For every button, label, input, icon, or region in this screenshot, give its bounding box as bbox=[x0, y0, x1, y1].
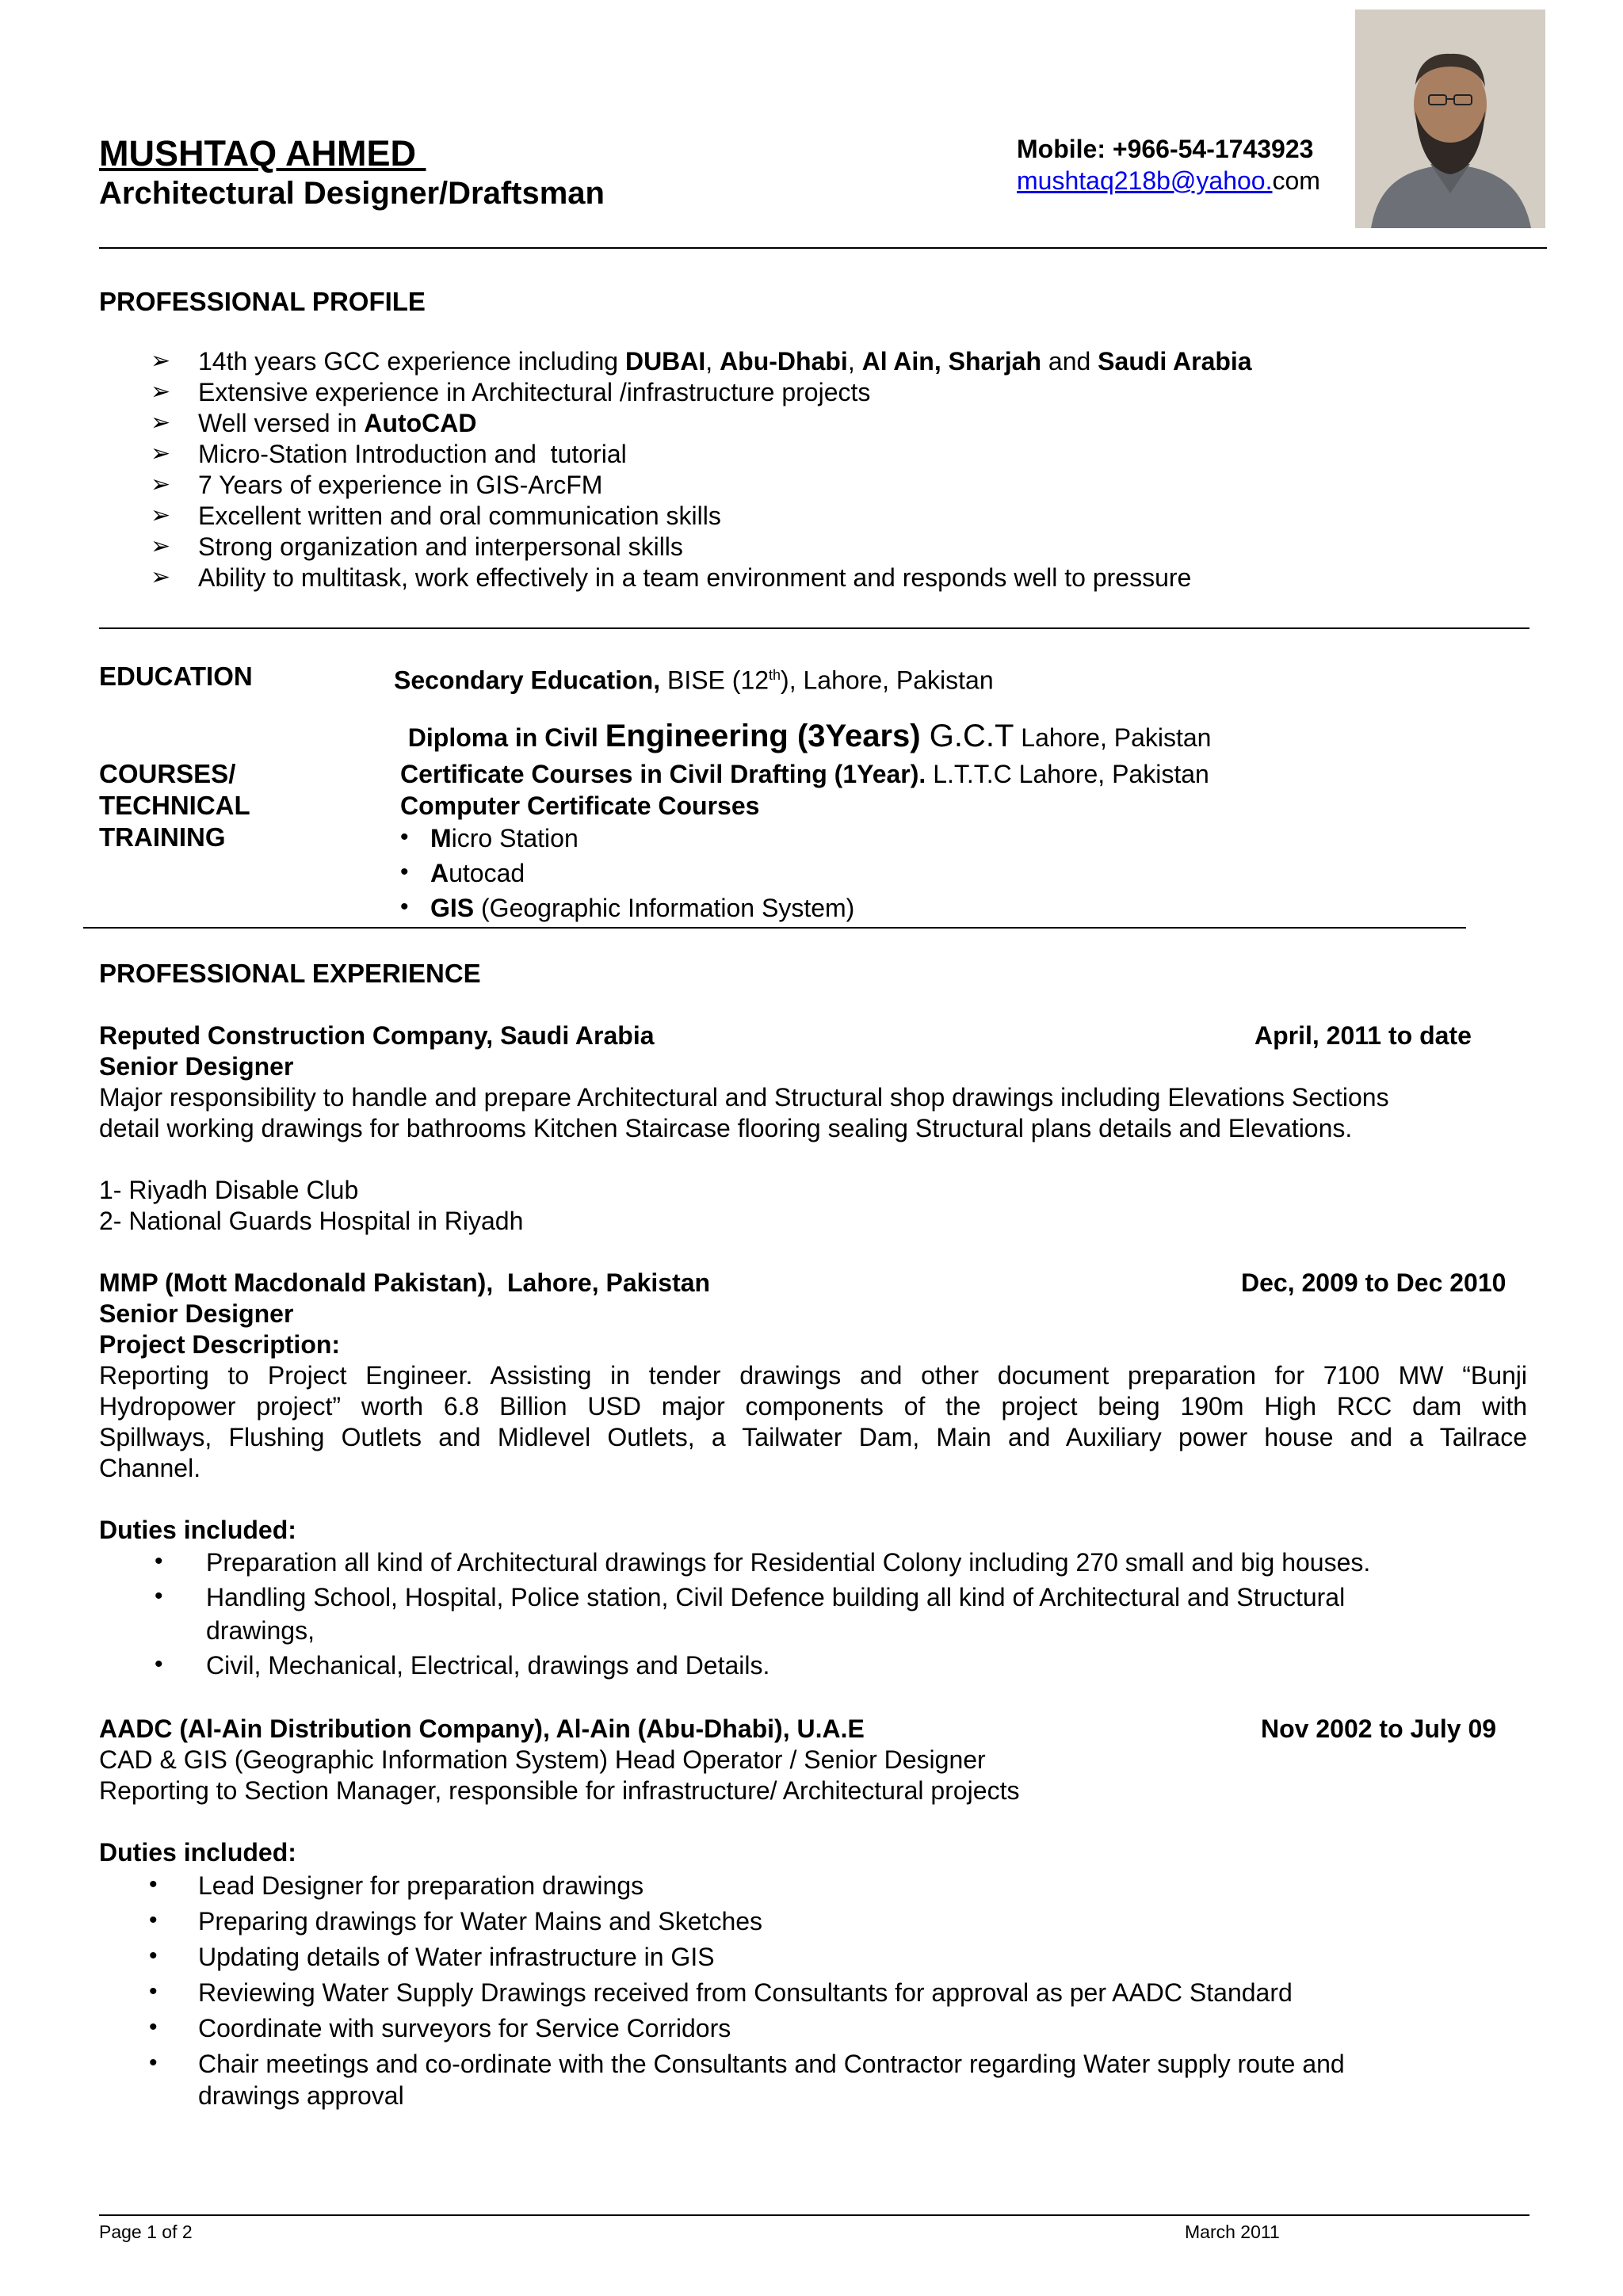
bullet-icon: • bbox=[149, 2050, 158, 2076]
courses-label-line1: COURSES/ bbox=[99, 759, 236, 788]
job2-date: Dec, 2009 to Dec 2010 bbox=[1241, 1268, 1507, 1297]
course-item: • GIS (Geographic Information System) bbox=[400, 894, 855, 922]
job3-date: Nov 2002 to July 09 bbox=[1261, 1714, 1497, 1743]
education-label: EDUCATION bbox=[99, 662, 253, 691]
profile-heading: PROFESSIONAL PROFILE bbox=[99, 287, 426, 316]
arrow-bullet-icon: ➢ bbox=[151, 502, 171, 528]
bullet-icon: • bbox=[155, 1651, 163, 1677]
course-item: • Autocad bbox=[400, 859, 525, 887]
candidate-title: Architectural Designer/Draftsman bbox=[99, 176, 605, 211]
job2-duty: • Preparation all kind of Architectural drawings for Residential Colony including 270 small and big houses. bbox=[155, 1548, 1371, 1577]
profile-divider bbox=[99, 627, 1529, 629]
bullet-icon: • bbox=[400, 824, 409, 850]
job3-duty: • Updating details of Water infrastructure in GIS bbox=[149, 1943, 715, 1971]
footer-divider bbox=[99, 2214, 1529, 2216]
job3-duty: • Coordinate with surveyors for Service Corridors bbox=[149, 2014, 731, 2042]
email-domain-suffix: com bbox=[1272, 166, 1320, 195]
experience-heading: PROFESSIONAL EXPERIENCE bbox=[99, 959, 481, 988]
job3-duty: • Reviewing Water Supply Drawings received from Consultants for approval as per AADC Standard bbox=[149, 1978, 1293, 2007]
job3-role: CAD & GIS (Geographic Information System) Head Operator / Senior Designer bbox=[99, 1745, 986, 1774]
job2-project-label: Project Description: bbox=[99, 1330, 341, 1359]
job2-description-line: Reporting to Project Engineer. Assisting in tender drawings and other document preparation for 7100 MW “Bunji bbox=[99, 1361, 1527, 1390]
job1-description-line: Major responsibility to handle and prepare Architectural and Structural shop drawings including Elevations Sections bbox=[99, 1083, 1389, 1112]
arrow-bullet-icon: ➢ bbox=[151, 348, 171, 374]
bullet-icon: • bbox=[400, 859, 409, 885]
job3-duty: • Preparing drawings for Water Mains and Sketches bbox=[149, 1907, 763, 1936]
bullet-icon: • bbox=[155, 1548, 163, 1574]
candidate-name: MUSHTAQ AHMED bbox=[99, 133, 426, 174]
profile-photo-image bbox=[1355, 10, 1545, 228]
job2-duty: • Civil, Mechanical, Electrical, drawings and Details. bbox=[155, 1651, 770, 1680]
job2-duties-label: Duties included: bbox=[99, 1516, 296, 1544]
arrow-bullet-icon: ➢ bbox=[151, 441, 171, 467]
arrow-bullet-icon: ➢ bbox=[151, 564, 171, 590]
courses-label-line2: TECHNICAL bbox=[99, 791, 250, 820]
courses-divider bbox=[83, 927, 1466, 929]
bullet-icon: • bbox=[149, 2014, 158, 2040]
job2-description-line: Hydropower project” worth 6.8 Billion USD major components of the project being 190m High RCC dam with bbox=[99, 1392, 1527, 1421]
job1-company: Reputed Construction Company, Saudi Arabia bbox=[99, 1021, 655, 1050]
job3-company: AADC (Al-Ain Distribution Company), Al-Ain (Abu-Dhabi), U.A.E bbox=[99, 1714, 865, 1743]
profile-item: ➢ 14th years GCC experience including DUBAI, Abu-Dhabi, Al Ain, Sharjah and Saudi Arabia bbox=[151, 347, 1252, 376]
bullet-icon: • bbox=[155, 1583, 163, 1609]
job3-duty: • Chair meetings and co-ordinate with the Consultants and Contractor regarding Water supply route and bbox=[149, 2050, 1345, 2078]
job1-project: 1- Riyadh Disable Club bbox=[99, 1176, 359, 1204]
education-secondary: Secondary Education, BISE (12th), Lahore, Pakistan bbox=[394, 666, 994, 695]
bullet-icon: • bbox=[149, 1943, 158, 1969]
arrow-bullet-icon: ➢ bbox=[151, 533, 171, 559]
courses-drafting: Certificate Courses in Civil Drafting (1Year). L.T.T.C Lahore, Pakistan bbox=[400, 760, 1209, 788]
bullet-icon: • bbox=[400, 894, 409, 920]
profile-item: ➢ 7 Years of experience in GIS-ArcFM bbox=[151, 471, 603, 499]
courses-computer: Computer Certificate Courses bbox=[400, 791, 760, 820]
mobile-number: Mobile: +966-54-1743923 bbox=[1017, 135, 1314, 163]
profile-photo bbox=[1355, 10, 1545, 228]
job2-duty: • Handling School, Hospital, Police station, Civil Defence building all kind of Architectural and Structural bbox=[155, 1583, 1346, 1611]
email-address bbox=[1017, 166, 1320, 196]
profile-item: ➢ Strong organization and interpersonal skills bbox=[151, 532, 683, 561]
job2-duty-continuation: drawings, bbox=[206, 1616, 315, 1645]
profile-item: ➢ Extensive experience in Architectural /infrastructure projects bbox=[151, 378, 871, 406]
email-link[interactable]: mushtaq218b@yahoo. bbox=[1017, 166, 1273, 195]
header-divider bbox=[99, 247, 1547, 249]
education-diploma: Diploma in Civil Engineering (3Years) G.C.T Lahore, Pakistan bbox=[407, 719, 1212, 753]
bullet-icon: • bbox=[149, 1907, 158, 1933]
footer-page-number: Page 1 of 2 bbox=[99, 2222, 193, 2242]
bullet-icon: • bbox=[149, 1978, 158, 2004]
course-item: • Micro Station bbox=[400, 824, 579, 852]
profile-item: ➢ Well versed in AutoCAD bbox=[151, 409, 477, 437]
profile-item: ➢ Ability to multitask, work effectively in a team environment and responds well to pressure bbox=[151, 563, 1192, 592]
profile-item: ➢ Micro-Station Introduction and tutorial bbox=[151, 440, 627, 468]
job3-reporting: Reporting to Section Manager, responsible for infrastructure/ Architectural projects bbox=[99, 1776, 1020, 1805]
job1-description-line: detail working drawings for bathrooms Kitchen Staircase flooring sealing Structural plans details and Elevations. bbox=[99, 1114, 1353, 1142]
job2-description-line: Channel. bbox=[99, 1454, 201, 1482]
job3-duty: • Lead Designer for preparation drawings bbox=[149, 1871, 644, 1900]
job1-project: 2- National Guards Hospital in Riyadh bbox=[99, 1207, 524, 1235]
job2-role: Senior Designer bbox=[99, 1299, 294, 1328]
job3-duties-label: Duties included: bbox=[99, 1838, 296, 1867]
job2-description-line: Spillways, Flushing Outlets and Midlevel Outlets, a Tailwater Dam, Main and Auxiliary power house and a Tailrace bbox=[99, 1423, 1527, 1451]
profile-item: ➢ Excellent written and oral communication skills bbox=[151, 502, 721, 530]
arrow-bullet-icon: ➢ bbox=[151, 410, 171, 436]
job3-duty-continuation: drawings approval bbox=[198, 2081, 404, 2110]
job1-date: April, 2011 to date bbox=[1254, 1021, 1472, 1050]
bullet-icon: • bbox=[149, 1871, 158, 1897]
job2-company: MMP (Mott Macdonald Pakistan), Lahore, Pakistan bbox=[99, 1268, 711, 1297]
arrow-bullet-icon: ➢ bbox=[151, 379, 171, 405]
job1-role: Senior Designer bbox=[99, 1052, 294, 1081]
footer-date: March 2011 bbox=[1185, 2222, 1280, 2242]
arrow-bullet-icon: ➢ bbox=[151, 471, 171, 498]
courses-label-line3: TRAINING bbox=[99, 822, 226, 852]
